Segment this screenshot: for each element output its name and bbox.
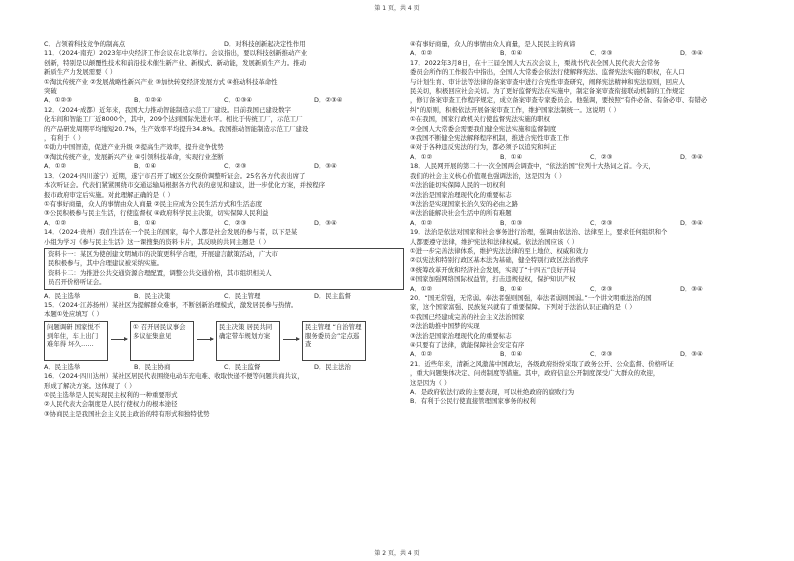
option: B．①④ — [500, 284, 523, 293]
option: C．②③ — [590, 284, 613, 293]
question-17 — [410, 59, 770, 162]
question-line: ③法治是国家治理现代化的重要标志 — [410, 331, 512, 340]
option: C．②③ — [224, 218, 247, 227]
right-column — [410, 40, 770, 407]
material-line: 资料卡一：某区为使创建文明城市的决策更科学合理，开展建言献策活动，广大市 — [48, 249, 279, 258]
question-21 — [410, 360, 770, 407]
option: A．①② — [44, 162, 67, 171]
option: C．①③④ — [224, 96, 253, 105]
question-line: 小组为学习《参与民主生活》这一课搜集的资料卡片，其反映的共同主题是（ ） — [44, 237, 270, 246]
question-line: ，有利于（ ） — [44, 134, 85, 143]
answer-options — [410, 350, 770, 359]
answer-options — [410, 153, 770, 162]
q10-options — [44, 40, 404, 49]
option: C．民主监督 — [224, 362, 261, 371]
question-line: ①进一步完善法律体系，维护宪法法律的至上地位、权威和效力 — [410, 246, 589, 255]
question-line: ①民主选举是人民实现民主权利的一种重要形式 — [44, 391, 178, 399]
answer-options — [44, 162, 404, 171]
option: A．民主选举 — [44, 362, 81, 371]
option: D．③④ — [680, 152, 703, 161]
question-line: ④只要有了法律，就能保障社会安定有序 — [410, 341, 525, 349]
answer-options — [410, 285, 770, 294]
option: A．①② — [410, 350, 433, 359]
question-line: 21．近些年来，清新之风激荡中国政坛，各级政府纷纷采取了政务公开、公众监督、价格听证 — [410, 359, 674, 368]
material-box — [44, 248, 404, 290]
question-line: 本题①处应填写（ ） — [44, 310, 103, 319]
question-line: ③淘汰传统产业，发展新兴产业 ④引领科技革命，实现行业垄断 — [44, 152, 224, 161]
question-line: 报市政府审定后实施。对此理解正确的是（ ） — [44, 190, 174, 199]
answer-options — [44, 219, 404, 228]
question-line: ④法治能解决社会生活中的所有难题 — [410, 209, 512, 218]
option: C．②③ — [590, 49, 613, 58]
process-flow — [44, 321, 404, 361]
option: C．②③ — [590, 152, 613, 161]
option: D．③④ — [314, 162, 337, 171]
question-line: ④有事好商量，众人的事情由众人商量，是人民民主的真谛 — [410, 40, 576, 48]
page-footer: 第 2 页，共 4 页 — [374, 550, 420, 557]
option: C．占领着科技竞争的制高点 — [44, 40, 126, 48]
question-16 — [44, 372, 404, 419]
question-line: 民关切，积极回应社会关切。为了更好监督宪法在实施中，制定备案审查衔接联动机制的工作规定 — [410, 87, 685, 96]
question-13 — [44, 172, 404, 228]
question-line: ①我国已经建成完善的社会主义法治国家 — [410, 312, 525, 321]
question-line: 20．“国无常强，无常弱。奉法者强则国强，奉法者弱则国弱。”一个讲文明重法治的国 — [410, 293, 652, 302]
flow-step: 问题调研 国家悦不到年住，车上出门 难年得 坏久…… — [44, 321, 108, 361]
option: D．②③④ — [314, 96, 343, 105]
material-line: 资料卡二：为推进公共交通资源合理配置，调整公共交通价格，其市组织相关人 — [48, 268, 272, 277]
question-line: ②以宪法和特别行政区基本法为基础，健全特别行政区法治秩序 — [410, 256, 589, 265]
question-line: 我们的社会主义核心价值观也强调法治，这是因为（ ） — [410, 171, 566, 180]
question-18 — [410, 162, 770, 228]
question-line: 委员会所作的工作报告中指出，全国人大常委会依法行使解释宪法、监督宪法实施的职权，在人口 — [410, 68, 685, 77]
option: A．①② — [410, 218, 433, 227]
option: B．民主协商 — [134, 362, 171, 371]
question-line: 17．2022年3月8日，在十三届全国人大五次会议上，栗战书代表全国人民代表大会常务 — [410, 58, 660, 67]
option: D．民主监督 — [314, 291, 351, 300]
question-line: ③协商民主是我国社会主义民主政治的特有形式和独特优势 — [44, 409, 210, 418]
option: D．③④ — [314, 218, 337, 227]
option: C．②③ — [224, 162, 247, 171]
question-15 — [44, 301, 404, 372]
question-19 — [410, 228, 770, 294]
question-line: ①法治能切实保障人民的一切权利 — [410, 181, 506, 190]
question-line: 本次听证会。代表们紧紧围绕市交通运输局根据各方代表的意见和建议，进一步优化方案，并按程序 — [44, 181, 326, 190]
flow-step: 民主管理 “自治管理服务委员会”定点巡查 — [302, 321, 366, 361]
question-line: ②全国人大常委会需要我们健全宪法实施和监督制度 — [410, 124, 557, 133]
option: A．①② — [410, 284, 433, 293]
option: D．③④ — [680, 284, 703, 293]
question-line: 19．法治是依法对国家和社会事务进行治理，强调由依法治、法律至上，要求任何组织和个 — [410, 228, 668, 237]
option: D．民主法治 — [314, 362, 351, 371]
option: C．②③ — [590, 218, 613, 227]
option: A．①② — [410, 152, 433, 161]
option: C．民主管理 — [224, 291, 261, 300]
question-line: ，修订备案审查工作程序规定，成立备案审查专家委员会。他强调，要按照“有件必备、有备必审、有错必 — [410, 96, 708, 105]
answer-options — [44, 363, 404, 372]
option: D．③④ — [680, 218, 703, 227]
question-line: 家，这个国家富强、民族复兴就有了重要保障。下列对于法治认识正确的是（ ） — [410, 303, 636, 312]
question-12 — [44, 106, 404, 172]
option: D．③④ — [680, 49, 703, 58]
option: C．②③ — [590, 350, 613, 359]
arrow-right-icon — [194, 321, 216, 359]
question-line: ④对于各种违反宪法的行为，都必须予以追究和纠正 — [410, 143, 557, 152]
option: B．①②④ — [134, 96, 162, 105]
question-line: 18．人民网开展的第二十一次全国两会调查中，“依法治国”位列十大热词之首。今天， — [410, 162, 655, 171]
question-line: 13．（2024·四川遂宁）近期，遂宁市召开了城区公交票价调整听证会。25名各方代表出席了 — [44, 171, 306, 180]
question-line: ②人民代表大会制度是人民行使权力的根本途径 — [44, 400, 178, 409]
question-line: 创新，特别是以颠覆性技术和前沿技术催生新产业、新模式、新动能，发展新质生产力。推动 — [44, 58, 307, 67]
arrow-right-icon — [108, 321, 130, 359]
option: B．有利于公民行使直接管理国家事务的权利 — [410, 397, 536, 406]
question-line: ③公民积极参与民主生活，行使监督权 ④政府科学民主决策，切实保障人民利益 — [44, 209, 269, 218]
question-11 — [44, 49, 404, 105]
question-16-continued — [410, 40, 770, 59]
arrow-right-icon — [280, 321, 302, 359]
question-line: 14．（2024·贵州）我们生活在一个民主的国家，每个人都是社会发展的参与者，以下是某 — [44, 228, 298, 237]
option: B．①④ — [134, 218, 157, 227]
question-line: 新质生产力发展需要（ ） — [44, 68, 117, 77]
option: A．①② — [410, 49, 433, 58]
question-line: 与计划生育、审计法等法律的备案审查中进行合宪性审查研究，阐释宪法精神和宪法原则，回应人 — [410, 77, 685, 86]
answer-options — [44, 292, 404, 301]
question-line: ④国家加强网络国际权益管，打击违规侵权，保护知识产权 — [410, 275, 576, 284]
question-line: ①淘汰传统产业 ②发展战略性新兴产业 ③加快转变经济发展方式 ④推动科技革命性 — [44, 77, 278, 86]
flow-step: 民主决策 居民共同确定带车规划方案 — [216, 321, 280, 361]
material-line: 员召开价格听证会。 — [48, 278, 106, 287]
question-line: ③法治是实现国家长治久安的必由之路 — [410, 199, 518, 208]
question-line: 形成了解决方案。这体现了（ ） — [44, 381, 136, 390]
option: B．①④ — [500, 49, 523, 58]
question-line: ②法治助推中国梦的实现 — [410, 322, 480, 331]
question-line: 12．（2024·成都）近年来，我国大力推动智能制造示范工厂建设。目前我国已建设数字 — [44, 105, 291, 114]
question-line: ③统筹改革开放和经济社会发展，实现了“十四五”良好开局 — [410, 265, 576, 274]
material-line: 民积极参与，其中合理建议被采纳实施。 — [48, 259, 164, 268]
question-line: 人都要遵守法律，维护宪法和法律权威。依法治国应该（ ） — [410, 237, 579, 246]
question-line: ②法治是国家治理现代化的重要标志 — [410, 190, 512, 199]
option: A．是政府依法行政的主要表现，可以杜绝政府的腐败行为 — [410, 388, 575, 397]
question-line: 突破 — [44, 87, 57, 96]
question-line: ①助力中国智造，促进产业升级 ②提高生产效率，提升竞争优势 — [44, 143, 224, 152]
option: D．③④ — [680, 350, 703, 359]
option: B．民主决策 — [134, 291, 171, 300]
question-line: 纠”的原则，积极依法开展备案审查工作，维护国家法制统一。这说明（ ） — [410, 105, 620, 114]
question-line: ①有事好商量，众人的事情由众人商量 ②民主应成为公民生活方式和生活态度 — [44, 199, 262, 208]
option: D．对科技创新起决定性作用 — [224, 40, 306, 48]
option: A．①②③ — [44, 96, 72, 105]
flow-step: ① 召开居民议事会多议征集意见 — [130, 321, 194, 361]
question-20 — [410, 294, 770, 360]
question-line: 这是因为（ ） — [410, 378, 451, 387]
left-column — [44, 40, 404, 419]
question-line: ，重大问题集体决定、问责制度等措施。其中，政府信息公开制度深受广大群众的欢迎， — [410, 369, 660, 378]
option: B．①④ — [500, 152, 523, 161]
question-line: 11．（2024·南充）2023年中央经济工作会议在北京举行。会议指出，要以科技创新推动产业 — [44, 49, 308, 58]
answer-options — [44, 96, 404, 105]
option: B．①④ — [134, 162, 157, 171]
question-line: ③我国不断健全宪法解释程序机制，推进合宪性审查工作 — [410, 134, 570, 143]
question-line: 的产品研发周期平均缩短20.7%，生产效率平均提升34.8%。我国推动智能制造示范工厂建设 — [44, 124, 309, 133]
answer-options — [410, 49, 770, 58]
option: B．①③ — [500, 218, 523, 227]
option: A．①② — [44, 218, 67, 227]
option: A．民主选举 — [44, 291, 81, 300]
question-line: ①在我国，国家行政机关行使监督宪法实施的职权 — [410, 115, 550, 124]
question-line: 16．（2024·四川达州）某社区居民代表围绕电动车充电难、收取快递不便等问题共商共议， — [44, 372, 304, 381]
page-header: 第 1 页，共 4 页 — [374, 5, 420, 12]
option: B．①④ — [500, 350, 523, 359]
question-line: 15．（2024·江苏扬州）某社区为提解群众难事，不断创新治理模式，激发居民参与热情。 — [44, 300, 298, 309]
question-14 — [44, 228, 404, 301]
question-line: 化车间和智能工厂近8000个，其中，209个达到国际先进水平。相比于传统工厂，示范工厂 — [44, 115, 303, 124]
answer-options — [410, 219, 770, 228]
